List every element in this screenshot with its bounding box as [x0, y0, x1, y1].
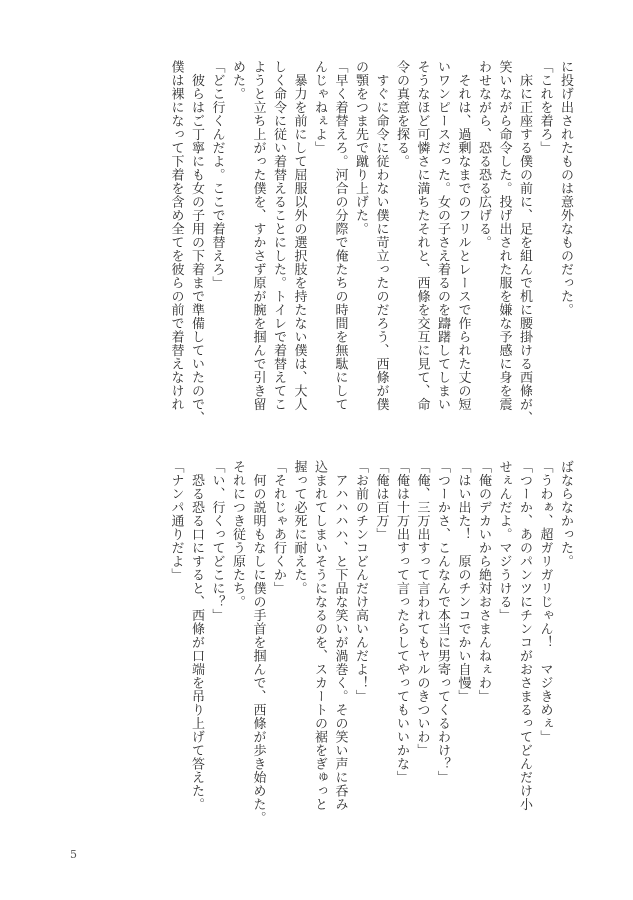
text-line: ようと立ち上がった僕を、すかさず原が腕を掴んで引き留	[250, 60, 266, 411]
page-number: 5	[70, 848, 77, 861]
text-line: 恐る恐る口にすると、西條が口端を吊り上げて答えた。	[189, 460, 204, 811]
text-line: 「俺は百万」	[373, 460, 389, 541]
text-line: わせながら、恐る恐る広げる。	[476, 60, 491, 249]
text-line: 「俺のデカいから絶対おさまんねぇわ」	[476, 460, 491, 703]
text-line: 「どこ行くんだよ。ここで着替えろ」	[209, 60, 225, 290]
text-line: ばならなかった。	[558, 460, 573, 568]
text-line: 暴力を前にして屈服以外の選択肢を持たない僕は、大人	[291, 60, 307, 411]
text-line: それにつき従う原たち。	[230, 460, 245, 609]
text-line: 僕は裸になって下着を含め全てを彼らの前で着替えなけれ	[168, 60, 184, 411]
text-line: に投げ出されたものは意外なものだった。	[558, 60, 573, 317]
text-line: めた。	[230, 60, 245, 101]
text-line: 「早く着替えろ。河合の分際で俺たちの時間を無駄にして	[332, 60, 348, 411]
text-line: 「俺は十万出すって言ったらしてやってもいいかな」	[394, 460, 409, 784]
text-line: 「つーかさ、こんなんで本当に男寄ってくるわけ？」	[435, 460, 450, 784]
text-line: 込まれてしまいそうになるのを、スカートの裾をぎゅっと	[312, 460, 327, 811]
text-line: 笑いながら命令した。投げ出された服を嫌な予感に身を震	[496, 60, 512, 411]
text-line: すぐに命令に従わない僕に苛立ったのだろう、西條が僕	[373, 60, 389, 411]
text-line: 「俺、三万出すって言われてもヤルのきついわ」	[414, 460, 430, 757]
text-line: 「つーか、あのパンツにチンコがおさまるってどんだけ小	[517, 460, 532, 811]
text-line: 床に正座する僕の前に、足を組んで机に腰掛ける西條が、	[517, 60, 532, 425]
text-line: んじゃねぇよ」	[312, 60, 327, 155]
text-line: 「い、行くってどこに？」	[209, 460, 225, 622]
text-line: しく命令に従い着替えることにした。トイレで着替えてこ	[271, 60, 286, 411]
text-line: アハハハハ、と下品な笑いが渦巻く。その笑い声に呑み	[332, 460, 348, 811]
text-line: いワンピースだった。女の子さえ着るのを躊躇してしまい	[435, 60, 450, 411]
text-line: せぇんだよ。マジうける」	[496, 460, 512, 622]
text-line: 「それじゃあ行くか」	[271, 460, 286, 595]
bottom-text-column	[135, 460, 575, 840]
text-line: の顎をつま先で蹴り上げた。	[353, 60, 368, 236]
top-text-column	[55, 60, 575, 445]
text-line: 「お前のチンコどんだけ高いんだよ！」	[353, 460, 368, 703]
text-line: 彼らはご丁寧にも女の子用の下着まで準備していたので、	[189, 60, 204, 425]
text-line: 「はい出た！ 原のチンコでかい自慢」	[455, 460, 471, 703]
text-line: 令の真意を探る。	[394, 60, 409, 168]
text-line: 「ナンパ通りだよ」	[168, 460, 184, 582]
text-line: 何の説明もなしに僕の手首を掴んで、西條が歩き始めた。	[250, 460, 266, 825]
text-line: そうなほど可憐さに満ちたそれと、西條を交互に見て、命	[414, 60, 430, 411]
text-line: 握って必死に耐えた。	[291, 460, 307, 595]
text-line: それは、過剰なまでのフリルとレースで作られた丈の短	[455, 60, 471, 411]
text-line: 「これを着ろ」	[537, 60, 553, 155]
text-line: 「うわぁ、超ガリガリじゃん！ マジきめぇ」	[537, 460, 553, 744]
